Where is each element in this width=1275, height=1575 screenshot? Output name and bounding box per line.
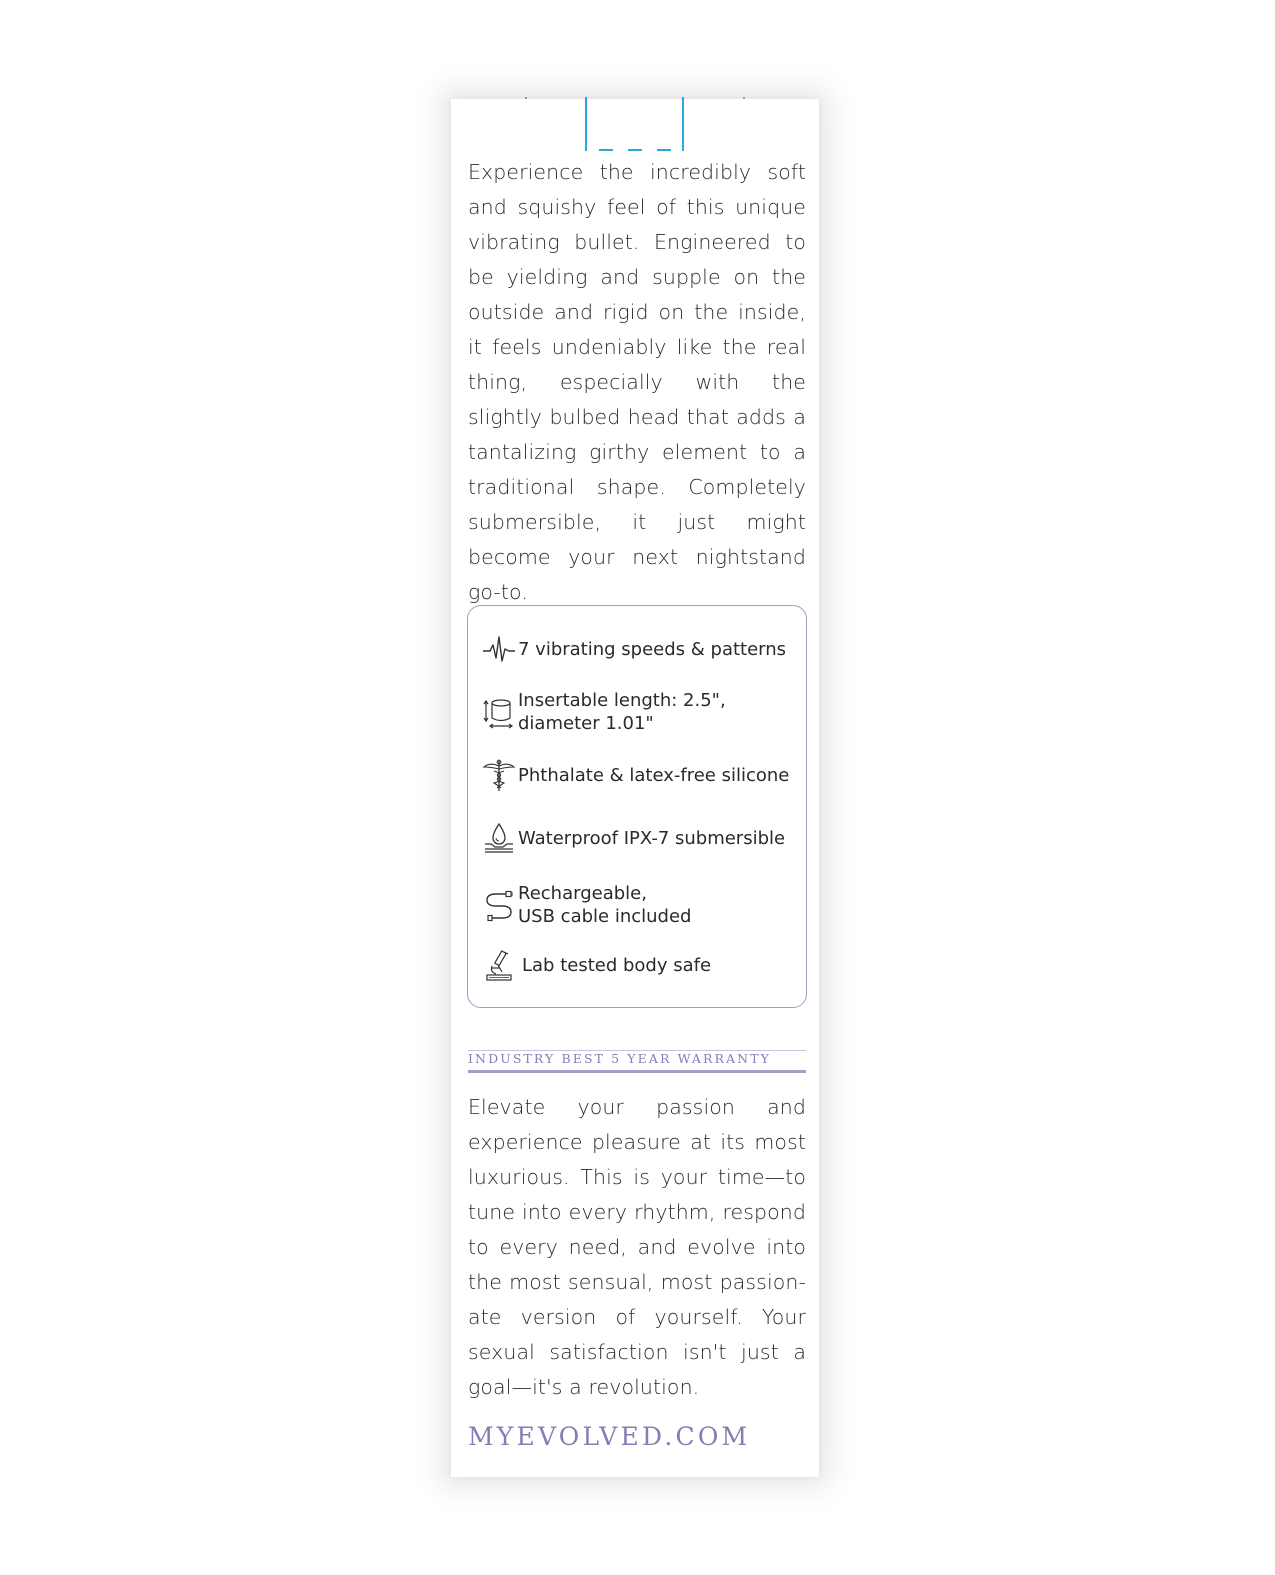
window-cutout-outline	[585, 97, 684, 151]
package-panel	[451, 99, 819, 1477]
website-url: MYEVOLVED.COM	[468, 1422, 751, 1451]
cut-mark	[525, 97, 527, 99]
intro-paragraph: Experience the incredibly soft and squishy feel of this unique vibrating bullet. Engineered to be yielding and supple on the outside and rigid on the inside, it feels undeniably like the real thing, especially with the slightly bulbed head that adds a tantalizing girthy element to a traditional shape. Completely submersible, it just might become your next nightstand go-to.	[468, 160, 806, 604]
vibration-wave-icon	[482, 632, 516, 666]
water-drop-icon	[482, 821, 516, 855]
feature-item	[482, 632, 786, 666]
feature-label: Waterproof IPX-7 submersible	[518, 827, 786, 849]
feature-label: Phthalate & latex-free silicone	[518, 764, 790, 786]
microscope-icon	[482, 948, 516, 982]
feature-item	[482, 758, 789, 792]
feature-label: Insertable length: 2.5",	[518, 690, 726, 711]
warranty-banner	[468, 1049, 806, 1073]
feature-item	[482, 948, 711, 982]
caduceus-icon	[482, 758, 516, 792]
feature-item	[482, 821, 785, 855]
feature-label-line2: diameter 1.01"	[518, 713, 654, 734]
cut-mark	[743, 97, 745, 99]
features-box	[467, 605, 807, 1008]
usb-cable-icon	[482, 888, 516, 922]
feature-item	[482, 689, 726, 735]
feature-item	[482, 882, 691, 928]
feature-label: Lab tested body safe	[522, 954, 712, 976]
cylinder-measure-icon	[482, 695, 516, 729]
feature-label-line2: USB cable included	[518, 906, 692, 927]
warranty-top-rule	[468, 1050, 806, 1051]
feature-label: 7 vibrating speeds & patterns	[518, 638, 787, 660]
feature-label: Rechargeable,	[518, 883, 647, 904]
warranty-text: INDUSTRY BEST 5 YEAR WARRANTY	[468, 1051, 772, 1066]
outro-paragraph: Elevate your passion and experience pleasure at its most luxurious. This is your time—to tune into every rhythm, respond to every need, and evolve into the most sensual, most passion-ate version of yourself. Your sexual satisfaction isn't just a goal—it's a revolution.	[468, 1095, 806, 1399]
